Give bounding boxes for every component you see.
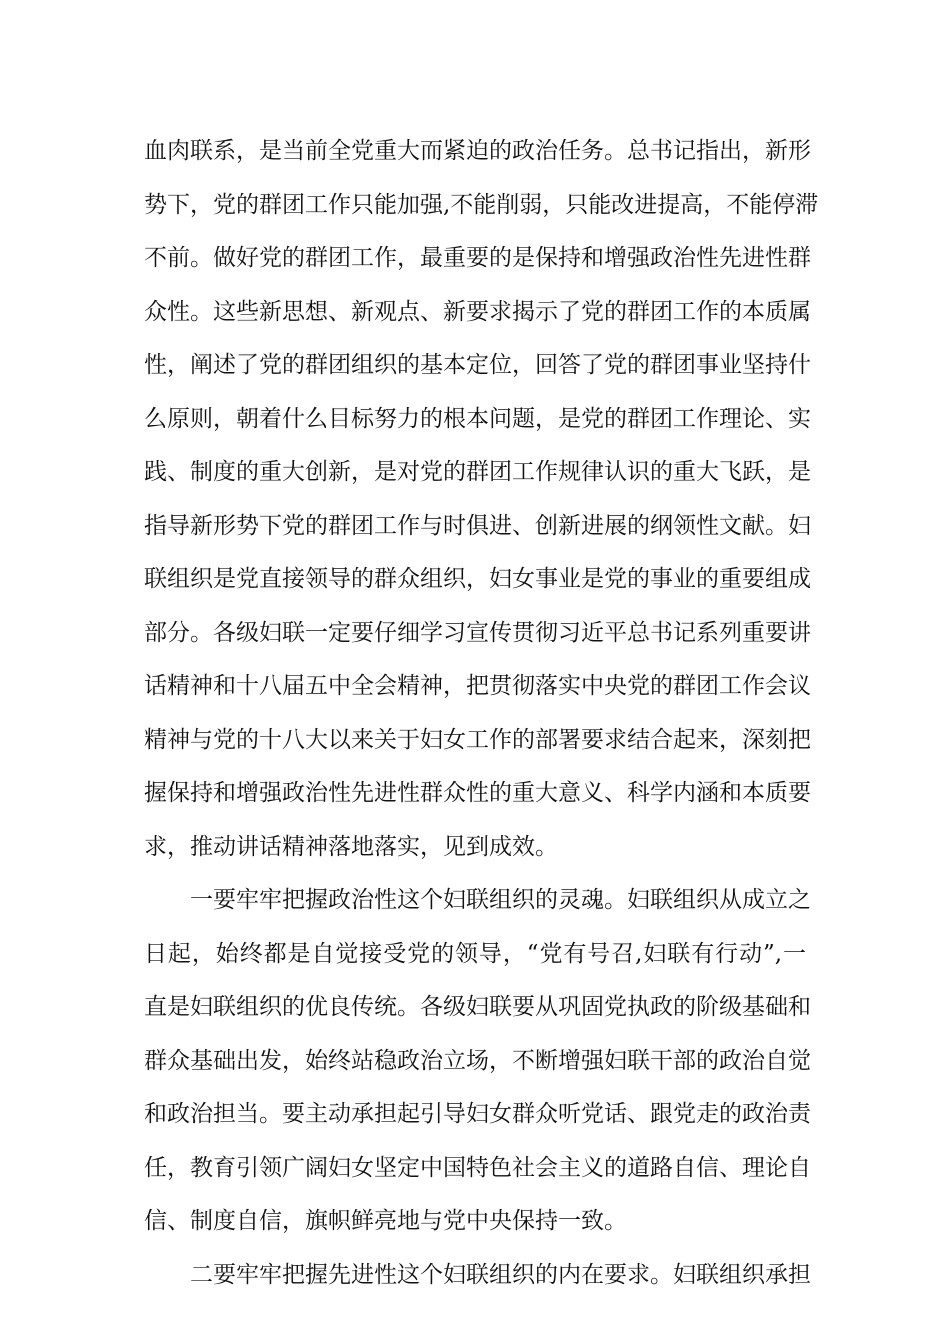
- text-line: 性，阐述了党的群团组织的基本定位，回答了党的群团事业坚持什: [144, 352, 811, 378]
- text-line: 信、制度自信，旗帜鲜亮地与党中央保持一致。: [144, 1208, 627, 1234]
- text-line: 部分。各级妇联一定要仔细学习宣传贯彻习近平总书记系列重要讲: [144, 620, 811, 646]
- text-line: 践、制度的重大创新，是对党的群团工作规律认识的重大飞跃，是: [144, 459, 811, 485]
- text-line: 指导新形势下党的群团工作与时俱进、创新进展的纲领性文献。妇: [144, 513, 811, 539]
- text-line: 握保持和增强政治性先进性群众性的重大意义、科学内涵和本质要: [144, 780, 811, 806]
- text-line: 二要牢牢把握先进性这个妇联组织的内在要求。妇联组织承担: [190, 1262, 811, 1288]
- text-line: 一要牢牢把握政治性这个妇联组织的灵魂。妇联组织从成立之: [190, 887, 811, 913]
- text-line: 直是妇联组织的优良传统。各级妇联要从巩固党执政的阶级基础和: [144, 994, 811, 1020]
- text-line: 联组织是党直接领导的群众组织，妇女事业是党的事业的重要组成: [144, 566, 811, 592]
- text-line: 不前。做好党的群团工作，最重要的是保持和增强政治性先进性群: [144, 245, 811, 271]
- text-line: 众性。这些新思想、新观点、新要求揭示了党的群团工作的本质属: [144, 299, 811, 325]
- text-line: 精神与党的十八大以来关于妇女工作的部署要求结合起来，深刻把: [144, 727, 811, 753]
- text-line: 么原则，朝着什么目标努力的根本问题，是党的群团工作理论、实: [144, 406, 811, 432]
- text-line: 求，推动讲话精神落地落实，见到成效。: [144, 834, 558, 860]
- text-line: 势下，党的群团工作只能加强,不能削弱，只能改进提高，不能停滞: [144, 192, 819, 218]
- text-line: 和政治担当。要主动承担起引导妇女群众听党话、跟党走的政治责: [144, 1101, 811, 1127]
- text-line: 话精神和十八届五中全会精神，把贯彻落实中央党的群团工作会议: [144, 673, 811, 699]
- text-line: 任，教育引领广阔妇女坚定中国特色社会主义的道路自信、理论自: [144, 1155, 811, 1181]
- text-line: 血肉联系，是当前全党重大而紧迫的政治任务。总书记指出，新形: [144, 138, 811, 164]
- text-line: 日起，始终都是自觉接受党的领导，“党有号召,妇联有行动”,一: [144, 941, 806, 967]
- text-line: 群众基础出发，始终站稳政治立场，不断增强妇联干部的政治自觉: [144, 1048, 811, 1074]
